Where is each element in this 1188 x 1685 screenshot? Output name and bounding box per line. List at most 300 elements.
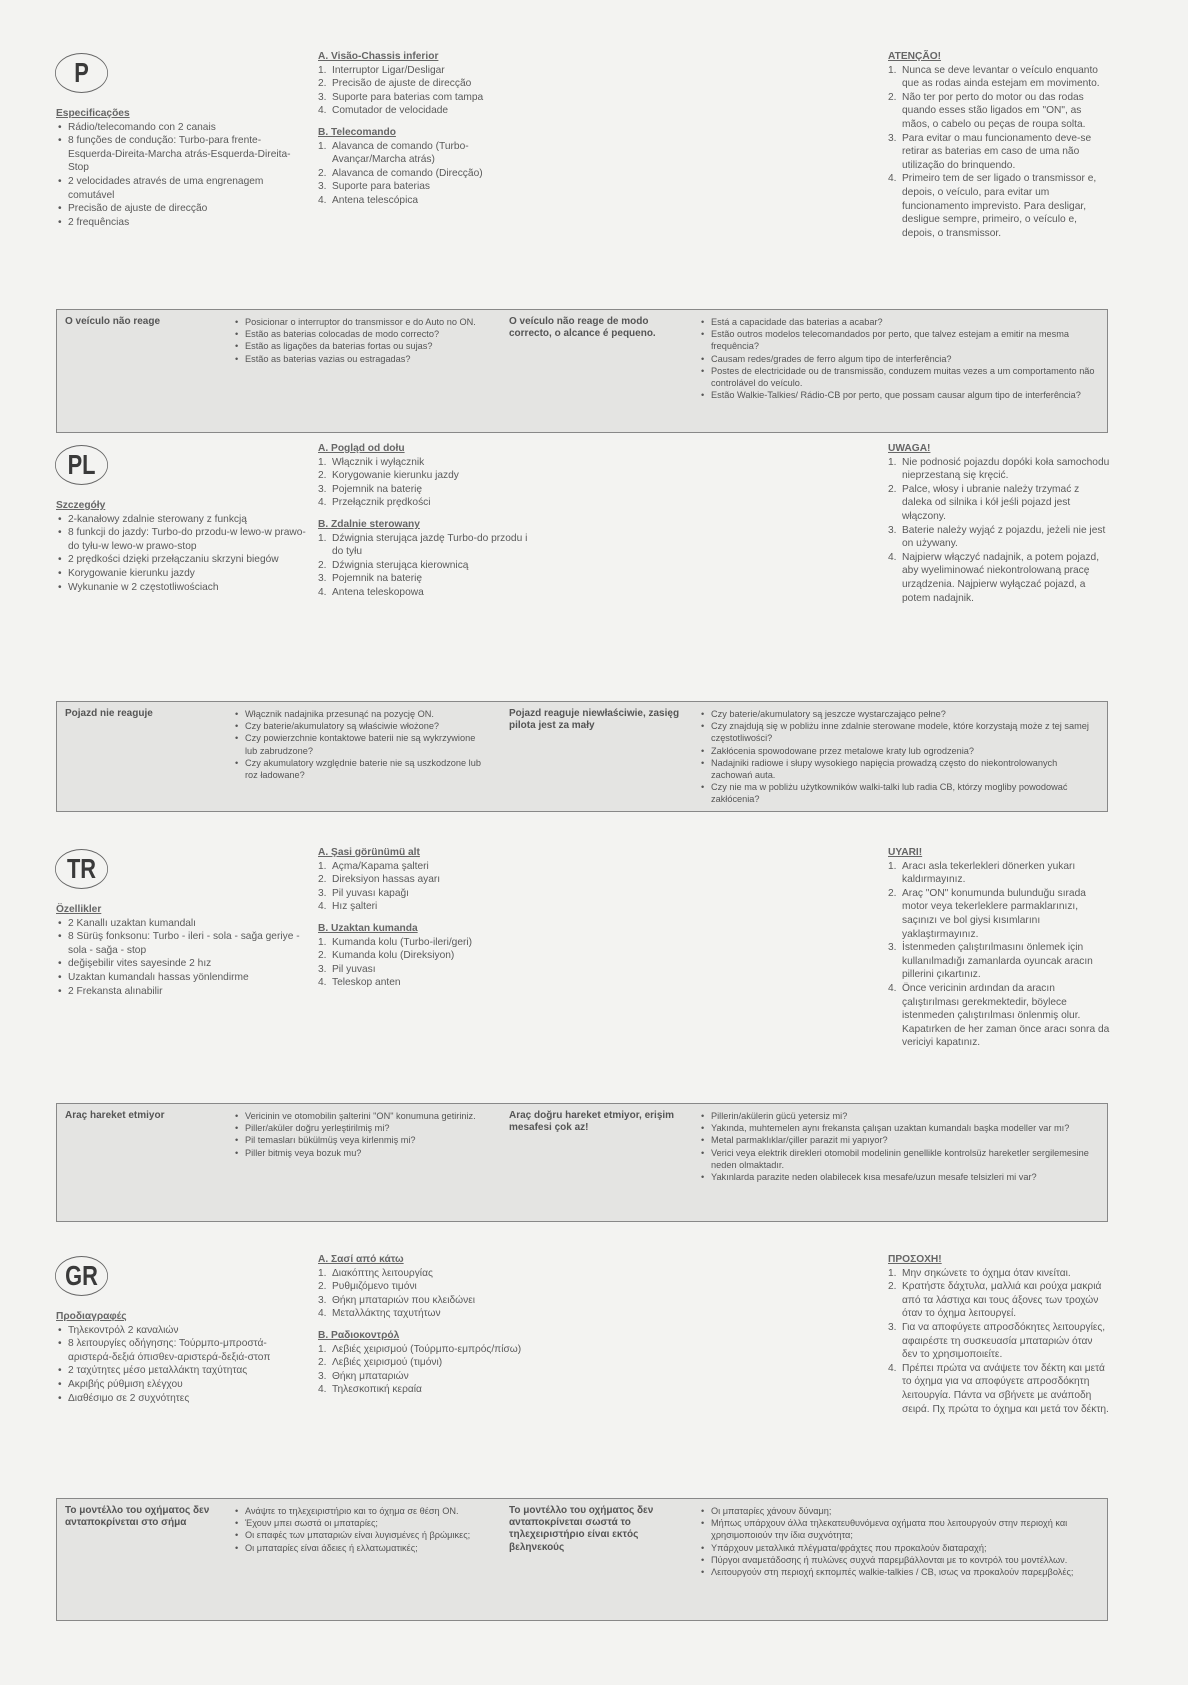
spec-item bbox=[56, 216, 306, 230]
chassis-part bbox=[318, 469, 533, 483]
check-item bbox=[235, 328, 490, 340]
language-badge: GR bbox=[55, 1256, 108, 1296]
check-item-text: • Λειτουργούν στη περιοχή εκπομπές walkie-talkies / CB, ισως να προκαλούν παρεμβολές; bbox=[711, 1567, 1074, 1578]
item-number: 2. bbox=[318, 78, 327, 90]
item-number: 4. bbox=[888, 173, 897, 185]
item-number: 3. bbox=[318, 963, 327, 975]
warning-item bbox=[888, 1362, 1110, 1416]
chassis-parts bbox=[318, 64, 533, 118]
warning bbox=[888, 846, 1110, 1050]
check-item-text: • Está a capacidade das baterias a acabar? bbox=[711, 317, 883, 327]
chassis-view-title: A. Şasi görünümü alt bbox=[318, 847, 420, 858]
warning-item-text: Não ter por perto do motor ou das rodas quando esses stão ligados em "ON", as mãos, o cabelo ou peças de roupa solta. bbox=[902, 91, 1086, 130]
remote-part-text: Pojemnik na baterię bbox=[332, 573, 423, 585]
chassis-part-text: Suporte para baterias com tampa bbox=[332, 91, 484, 103]
check-item bbox=[701, 1542, 1099, 1554]
warning-item bbox=[888, 1267, 1110, 1281]
item-number: 2. bbox=[318, 470, 327, 482]
check-item bbox=[235, 720, 490, 732]
check-item bbox=[701, 781, 1099, 805]
specifications bbox=[56, 499, 306, 594]
item-number: 4. bbox=[888, 551, 897, 563]
short-range-checks bbox=[701, 316, 1099, 401]
problem-short-range: O veículo não reage de modo correcto, o alcance é pequeno. bbox=[509, 316, 656, 340]
check-item-text: • Οι μπαταρίες είναι άδειες ή ελλατωματικές; bbox=[245, 1542, 418, 1553]
item-number: 1. bbox=[318, 860, 327, 872]
check-item-text: • Nadajniki radiowe i słupy wysokiego napięcia prowadzą często do niekontrolowanych zachowań auta. bbox=[711, 757, 1058, 781]
check-item bbox=[701, 1517, 1099, 1541]
remote-part-text: Antena teleskopowa bbox=[332, 586, 424, 598]
chassis-part-text: Açma/Kapama şalteri bbox=[332, 860, 429, 872]
short-range-checks bbox=[701, 1110, 1099, 1183]
specifications-title: Özellikler bbox=[56, 904, 102, 915]
warning-item bbox=[888, 941, 1110, 982]
check-item-text: • Metal parmaklıklar/çiller parazit mi yapıyor? bbox=[711, 1135, 888, 1146]
specifications-list bbox=[56, 917, 306, 999]
check-item bbox=[235, 1529, 490, 1541]
check-item bbox=[701, 1147, 1099, 1171]
spec-item bbox=[56, 581, 306, 595]
warning bbox=[888, 1253, 1110, 1416]
spec-item bbox=[56, 1337, 306, 1364]
warning-item bbox=[888, 860, 1110, 887]
spec-item bbox=[56, 553, 306, 567]
item-number: 1. bbox=[318, 1267, 327, 1279]
item-number: 3. bbox=[888, 1321, 897, 1333]
item-number: 1. bbox=[888, 1267, 897, 1279]
spec-item-text: • Korygowanie kierunku jazdy bbox=[68, 567, 195, 579]
warning-title: ΠΡΟΣΟΧΗ! bbox=[888, 1254, 942, 1265]
check-item-text: • Estão as baterias colocadas de modo correcto? bbox=[245, 329, 440, 340]
specifications-list bbox=[56, 1324, 306, 1406]
remote-part-text: Τηλεσκοπική κεραία bbox=[332, 1384, 422, 1396]
warning-item bbox=[888, 132, 1110, 173]
chassis-part-text: Hız şalteri bbox=[332, 901, 378, 913]
specifications-title: Szczegóły bbox=[56, 500, 106, 511]
warning-item-text: Για να αποφύγετε απροσδόκητες λειτουργίες, αφαιρέστε τη συσκευασία μπαταριών όταν δεν το χρησιμοποιείτε. bbox=[902, 1321, 1106, 1361]
remote-part bbox=[318, 180, 533, 194]
chassis-view-title: A. Σασί από κάτω bbox=[318, 1254, 404, 1265]
language-badge: P bbox=[55, 53, 108, 93]
chassis-part-text: Przełącznik prędkości bbox=[332, 497, 431, 509]
chassis-part bbox=[318, 1307, 533, 1321]
remote-control-title: B. Ραδιοκοντρόλ bbox=[318, 1329, 400, 1341]
spec-item-text: • Ακριβής ρύθμιση ελέγχου bbox=[68, 1378, 183, 1390]
troubleshooting-box bbox=[56, 1498, 1108, 1621]
item-number: 2. bbox=[318, 1281, 327, 1293]
item-number: 1. bbox=[318, 1343, 327, 1355]
item-number: 3. bbox=[888, 942, 897, 954]
warning-item bbox=[888, 64, 1110, 91]
spacer bbox=[318, 914, 533, 922]
remote-part bbox=[318, 1370, 533, 1384]
item-number: 1. bbox=[318, 456, 327, 468]
check-item bbox=[235, 1110, 490, 1122]
chassis-part bbox=[318, 887, 533, 901]
item-number: 4. bbox=[318, 105, 327, 117]
spec-item-text: • Wykunanie w 2 częstotliwościach bbox=[68, 581, 219, 593]
spec-item bbox=[56, 971, 306, 985]
spacer bbox=[318, 118, 533, 126]
problem-no-response: O veículo não reage bbox=[65, 316, 161, 327]
spec-item bbox=[56, 1324, 306, 1338]
chassis-part-text: Διακόπτης λειτουργίας bbox=[332, 1267, 433, 1279]
warning-title: UWAGA! bbox=[888, 443, 931, 454]
spec-item bbox=[56, 202, 306, 216]
item-number: 2. bbox=[888, 91, 897, 103]
check-item-text: • Vericinin ve otomobilin şalterini "ON" konumuna getiriniz. bbox=[245, 1111, 476, 1121]
warning-title: UYARI! bbox=[888, 847, 923, 858]
chassis-part-text: Włącznik i wyłącznik bbox=[332, 456, 425, 468]
check-item bbox=[701, 389, 1099, 401]
spec-item-text: • 8 funkcji do jazdy: Turbo-do przodu-w lewo-w prawo-do tyłu-w lewo-w prawo-stop bbox=[68, 527, 306, 552]
spec-item bbox=[56, 134, 306, 175]
item-number: 2. bbox=[318, 167, 327, 179]
specifications bbox=[56, 107, 306, 229]
spec-item-text: • 2 Frekansta alınabilir bbox=[68, 985, 163, 997]
spec-item-text: • Uzaktan kumandalı hassas yönlendirme bbox=[68, 971, 249, 983]
spec-item-text: • Rádio/telecomando con 2 canais bbox=[68, 121, 216, 133]
check-item-text: • Causam redes/grades de ferro algum tipo de interferência? bbox=[711, 353, 952, 364]
item-number: 2. bbox=[318, 559, 327, 571]
parts-list bbox=[318, 1253, 533, 1397]
check-item bbox=[701, 708, 1099, 720]
item-number: 3. bbox=[318, 91, 327, 103]
check-item-text: • Czy baterie/akumulatory są jeszcze wystarczająco pełne? bbox=[711, 709, 946, 719]
item-number: 4. bbox=[318, 194, 327, 206]
chassis-parts bbox=[318, 860, 533, 914]
warning-item bbox=[888, 1280, 1110, 1321]
check-item bbox=[701, 757, 1099, 781]
remote-part-text: Antena telescópica bbox=[332, 194, 419, 206]
item-number: 4. bbox=[318, 901, 327, 913]
item-number: 1. bbox=[318, 64, 327, 76]
item-number: 3. bbox=[318, 887, 327, 899]
check-item bbox=[235, 1517, 490, 1529]
warning-item-text: Μην σηκώνετε το όχημα όταν κινείται. bbox=[902, 1267, 1071, 1279]
check-item-text: • Piller bitmiş veya bozuk mu? bbox=[245, 1147, 362, 1158]
check-item-text: • Estão outros modelos telecomandados por perto, que talvez estejam a emitir na mesma frequência? bbox=[711, 329, 1069, 352]
item-number: 3. bbox=[318, 181, 327, 193]
item-number: 3. bbox=[318, 1294, 327, 1306]
remote-part-text: Pil yuvası bbox=[332, 963, 376, 975]
warning-item bbox=[888, 91, 1110, 132]
check-item-text: • Postes de electricidade ou de transmissão, conduzem muitas vezes a um comportamento não controlável do veículo. bbox=[711, 365, 1095, 389]
spec-item bbox=[56, 917, 306, 931]
check-item-text: • Υπάρχουν μεταλλικά πλέγματα/φράχτες που προκαλούν διαταραχή; bbox=[711, 1542, 987, 1553]
item-number: 4. bbox=[888, 1362, 897, 1374]
spec-item-text: • Τηλεκοντρόλ 2 καναλιών bbox=[68, 1324, 179, 1336]
warning-item-text: Nie podnosić pojazdu dopóki koła samochodu nieprzestaną się kręcić. bbox=[902, 456, 1110, 482]
remote-part bbox=[318, 976, 533, 990]
spec-item bbox=[56, 1364, 306, 1378]
remote-part bbox=[318, 1383, 533, 1397]
spec-item bbox=[56, 1392, 306, 1406]
item-number: 4. bbox=[318, 977, 327, 989]
chassis-part-text: Direksiyon hassas ayarı bbox=[332, 874, 441, 886]
warning-item bbox=[888, 887, 1110, 941]
remote-part bbox=[318, 1343, 533, 1357]
item-number: 1. bbox=[888, 64, 897, 76]
check-item bbox=[701, 1171, 1099, 1183]
short-range-checks bbox=[701, 1505, 1099, 1578]
warning bbox=[888, 50, 1110, 240]
warning-item-text: İstenmeden çalıştırılmasını önlemek için kullanılmadığı zamanlarda oyuncak aracın pillerini çıkartınız. bbox=[902, 942, 1093, 981]
warning-list bbox=[888, 860, 1110, 1050]
check-item bbox=[235, 757, 490, 781]
warning-item-text: Baterie należy wyjąć z pojazdu, jeżeli nie jest on używany. bbox=[902, 524, 1106, 550]
specifications-list bbox=[56, 513, 306, 595]
no-response-checks bbox=[235, 1110, 490, 1159]
check-item-text: • Pillerin/akülerin gücü yetersiz mi? bbox=[711, 1111, 848, 1121]
chassis-part-text: Comutador de velocidade bbox=[332, 105, 449, 117]
remote-part bbox=[318, 167, 533, 181]
spec-item bbox=[56, 957, 306, 971]
problem-short-range: Araç doğru hareket etmiyor, erişim mesafesi çok az! bbox=[509, 1110, 675, 1134]
check-item-text: • Czy baterie/akumulatory są właściwie włożone? bbox=[245, 721, 440, 732]
warning-list bbox=[888, 1267, 1110, 1417]
chassis-part bbox=[318, 456, 533, 470]
spec-item bbox=[56, 985, 306, 999]
specifications bbox=[56, 1310, 306, 1405]
remote-control-title: B. Zdalnie sterowany bbox=[318, 518, 420, 530]
chassis-part-text: Pil yuvası kapağı bbox=[332, 887, 410, 899]
check-item-text: • Czy nie ma w pobliżu użytkowników walki-talki lub radia CB, którzy mogliby powodować zakłócenia? bbox=[711, 782, 1068, 805]
item-number: 1. bbox=[318, 936, 327, 948]
remote-part bbox=[318, 963, 533, 977]
warning-item-text: Κρατήστε δάχτυλα, μαλλιά και ρούχα μακριά από τα λάστιχα και τους άξονες των τροχών όταν το όχημα λειτουργεί. bbox=[902, 1281, 1102, 1320]
parts-list bbox=[318, 846, 533, 990]
check-item bbox=[701, 1134, 1099, 1146]
chassis-parts bbox=[318, 456, 533, 510]
item-number: 3. bbox=[318, 1370, 327, 1382]
check-item-text: • Μήπως υπάρχουν άλλα τηλεκατευθυνόμενα οχήματα που λειτουργούν στην περιοχή και χρησιμοποιούν την ίδια συχνότητα; bbox=[711, 1518, 1068, 1541]
item-number: 1. bbox=[318, 140, 327, 152]
remote-part-text: Λεβιές χειρισμού (Τούρμπο-εμπρός/πίσω) bbox=[332, 1343, 522, 1355]
spec-item bbox=[56, 526, 306, 553]
check-item bbox=[701, 1554, 1099, 1566]
remote-part-text: Alavanca de comando (Direcção) bbox=[332, 167, 483, 179]
remote-part-text: Alavanca de comando (Turbo-Avançar/Marcha atrás) bbox=[332, 140, 469, 166]
spec-item bbox=[56, 567, 306, 581]
item-number: 3. bbox=[318, 573, 327, 585]
spec-item bbox=[56, 930, 306, 957]
check-item bbox=[235, 316, 490, 328]
specifications-list bbox=[56, 121, 306, 230]
remote-part-text: Kumanda kolu (Direksiyon) bbox=[332, 950, 455, 962]
spec-item-text: • değişebilir vites sayesinde 2 hız bbox=[68, 958, 212, 970]
specifications-title: Προδιαγραφές bbox=[56, 1311, 127, 1322]
chassis-part bbox=[318, 77, 533, 91]
remote-part-text: Dźwignia sterująca kierownicą bbox=[332, 559, 469, 571]
remote-part bbox=[318, 194, 533, 208]
chassis-part-text: Interruptor Ligar/Desligar bbox=[332, 64, 445, 76]
check-item-text: • Έχουν μπει σωστά οι μπαταρίες; bbox=[245, 1518, 378, 1529]
item-number: 3. bbox=[318, 483, 327, 495]
chassis-view-title: A. Visão-Chassis inferior bbox=[318, 51, 439, 62]
item-number: 4. bbox=[318, 497, 327, 509]
remote-part bbox=[318, 140, 533, 167]
remote-part bbox=[318, 936, 533, 950]
problem-short-range: Το μοντέλλο του οχήματος δεν ανταποκρίνεται σωστά το τηλεχειριστήριο είναι εκτός βεληνεκούς bbox=[509, 1505, 654, 1553]
remote-part bbox=[318, 572, 533, 586]
remote-part-text: Dźwignia sterująca jazdę Turbo-do przodu i do tyłu bbox=[332, 532, 528, 558]
chassis-part bbox=[318, 104, 533, 118]
remote-control-title: B. Uzaktan kumanda bbox=[318, 922, 418, 934]
remote-part bbox=[318, 949, 533, 963]
parts-list bbox=[318, 50, 533, 208]
troubleshooting-box bbox=[56, 1103, 1108, 1222]
check-item bbox=[701, 316, 1099, 328]
check-item bbox=[701, 720, 1099, 744]
warning-item bbox=[888, 982, 1110, 1050]
chassis-part bbox=[318, 900, 533, 914]
remote-part bbox=[318, 559, 533, 573]
check-item-text: • Yakınlarda parazite neden olabilecek kısa mesafe/uzun mesafe telsizleri mi var? bbox=[711, 1172, 1037, 1183]
check-item bbox=[701, 745, 1099, 757]
short-range-checks bbox=[701, 708, 1099, 806]
spec-item bbox=[56, 121, 306, 135]
warning-item bbox=[888, 456, 1110, 483]
spec-item-text: • 2 velocidades através de uma engrenagem comutável bbox=[68, 175, 264, 201]
spec-item-text: • 8 λειτουργίες οδήγησης: Τούρμπο-μπροστά-αριστερά-δεξιά όπισθεν-αριστερά-δεξιά-στοπ bbox=[68, 1338, 271, 1363]
warning-item-text: Aracı asla tekerlekleri dönerken yukarı kaldırmayınız. bbox=[902, 860, 1076, 886]
spec-item bbox=[56, 175, 306, 202]
language-badge: TR bbox=[55, 849, 108, 889]
check-item bbox=[235, 1505, 490, 1517]
check-item bbox=[701, 365, 1099, 389]
warning-item-text: Najpierw włączyć nadajnik, a potem pojazd, aby wyeliminować niekontrolowaną pracę urządzenia. Najpierw wyłączać pojazd, a potem nadajnik. bbox=[902, 551, 1100, 604]
spec-item-text: • 2 ταχύτητες μέσο μεταλλάκτη ταχύτητας bbox=[68, 1365, 248, 1377]
warning-item bbox=[888, 172, 1110, 240]
check-item-text: • Yakında, muhtemelen aynı frekansta çalışan uzaktan kumandalı başka modeller var mı? bbox=[711, 1123, 1070, 1134]
item-number: 3. bbox=[888, 524, 897, 536]
check-item-text: • Czy akumulatory względnie baterie nie są uszkodzone lub roz ładowane? bbox=[245, 757, 481, 781]
check-item bbox=[235, 1147, 490, 1159]
check-item bbox=[701, 328, 1099, 352]
troubleshooting-box bbox=[56, 701, 1108, 812]
check-item-text: • Verici veya elektrik direkleri otomobil modelinin genellikle kontrolsüz hareketler sergilemesine neden olmaktadır. bbox=[711, 1147, 1089, 1170]
chassis-part bbox=[318, 91, 533, 105]
item-number: 2. bbox=[318, 874, 327, 886]
language-badge: PL bbox=[55, 445, 108, 485]
troubleshooting-box bbox=[56, 309, 1108, 433]
chassis-part bbox=[318, 860, 533, 874]
check-item bbox=[701, 1110, 1099, 1122]
chassis-part bbox=[318, 483, 533, 497]
warning-item bbox=[888, 1321, 1110, 1362]
remote-parts bbox=[318, 936, 533, 990]
check-item bbox=[235, 1122, 490, 1134]
spec-item-text: • 8 Sürüş fonksonu: Turbo - ileri - sola - sağa geriye - sola - sağa - stop bbox=[68, 931, 300, 956]
spacer bbox=[318, 1321, 533, 1329]
no-response-checks bbox=[235, 316, 490, 365]
item-number: 4. bbox=[318, 586, 327, 598]
spec-item bbox=[56, 1378, 306, 1392]
check-item bbox=[701, 353, 1099, 365]
chassis-parts bbox=[318, 1267, 533, 1321]
chassis-part-text: Θήκη μπαταριών που κλειδώνει bbox=[332, 1294, 475, 1306]
check-item-text: • Włącznik nadajnika przesunąć na pozycję ON. bbox=[245, 709, 434, 719]
remote-part bbox=[318, 532, 533, 559]
check-item-text: • Οι επαφές των μπαταριών είναι λυγισμένες ή βρώμικες; bbox=[245, 1530, 471, 1541]
chassis-view-title: A. Pogląd od dołu bbox=[318, 443, 405, 454]
item-number: 2. bbox=[888, 887, 897, 899]
warning-item bbox=[888, 524, 1110, 551]
check-item bbox=[235, 340, 490, 352]
spec-item-text: • 2 prędkości dzięki przełączaniu skrzyni biegów bbox=[68, 554, 279, 566]
chassis-part-text: Ρυθμιζόμενο τιμόνι bbox=[332, 1281, 417, 1293]
remote-parts bbox=[318, 140, 533, 208]
chassis-part bbox=[318, 1294, 533, 1308]
remote-part-text: Θήκη μπαταριών bbox=[332, 1370, 409, 1382]
check-item bbox=[235, 708, 490, 720]
check-item-text: • Estão as baterias vazias ou estragadas? bbox=[245, 353, 411, 364]
check-item-text: • Pil temasları bükülmüş veya kirlenmiş mi? bbox=[245, 1135, 416, 1146]
specifications bbox=[56, 903, 306, 998]
chassis-part-text: Precisão de ajuste de direcção bbox=[332, 78, 472, 90]
warning-item bbox=[888, 483, 1110, 524]
remote-parts bbox=[318, 532, 533, 600]
warning-list bbox=[888, 456, 1110, 606]
check-item-text: • Czy znajdują się w pobliżu inne zdalnie sterowane modele, które korzystają może z tej samej częstotliwości? bbox=[711, 721, 1089, 744]
check-item bbox=[701, 1122, 1099, 1134]
item-number: 4. bbox=[318, 1308, 327, 1320]
item-number: 1. bbox=[318, 532, 327, 544]
warning-item-text: Para evitar o mau funcionamento deve-se retirar as baterias em caso de uma não utilização do brinquendo. bbox=[902, 132, 1092, 171]
warning-item-text: Primeiro tem de ser ligado o transmissor e, depois, o veículo, para evitar um funcionamento imprevisto. Para desligar, desligue sempre, primeiro, o veículo e, depois, o transmissor. bbox=[902, 173, 1097, 239]
check-item-text: • Estão as ligações da baterias fortas ou sujas? bbox=[245, 341, 433, 352]
check-item-text: • Ανάψτε το τηλεχειριστήριο και το όχημα σε θέση ON. bbox=[245, 1506, 459, 1516]
chassis-part bbox=[318, 873, 533, 887]
parts-list bbox=[318, 442, 533, 600]
no-response-checks bbox=[235, 1505, 490, 1554]
chassis-part bbox=[318, 1280, 533, 1294]
warning-item-text: Palce, włosy i ubranie należy trzymać z daleka od silnika i kół jeśli pojazd jest włączony. bbox=[902, 483, 1080, 522]
remote-part bbox=[318, 1356, 533, 1370]
chassis-part bbox=[318, 1267, 533, 1281]
warning-title: ATENÇÃO! bbox=[888, 51, 942, 62]
warning bbox=[888, 442, 1110, 605]
item-number: 2. bbox=[888, 1281, 897, 1293]
spec-item-text: • 2 Kanallı uzaktan kumandalı bbox=[68, 917, 196, 929]
remote-part-text: Λεβιές χειρισμού (τιμόνι) bbox=[332, 1357, 443, 1369]
item-number: 2. bbox=[888, 483, 897, 495]
remote-part-text: Teleskop anten bbox=[332, 977, 401, 989]
chassis-part-text: Korygowanie kierunku jazdy bbox=[332, 470, 459, 482]
warning-item-text: Nunca se deve levantar o veículo enquanto que as rodas ainda estejam em movimento. bbox=[902, 64, 1100, 90]
no-response-checks bbox=[235, 708, 490, 781]
specifications-title: Especificações bbox=[56, 108, 130, 119]
spec-item-text: • 2 frequências bbox=[68, 216, 130, 228]
spec-item-text: • 8 funções de condução: Turbo-para frente-Esquerda-Direita-Marcha atrás-Esquerda-Direita-Stop bbox=[68, 135, 291, 174]
check-item-text: • Piller/aküler doğru yerleştirilmiş mi? bbox=[245, 1123, 390, 1134]
warning-item-text: Araç "ON" konumunda bulunduğu sırada motor veya tekerleklere parmaklarınızı, saçınızı ve bol giysi kısımlarını yaklaştırmayınız. bbox=[902, 887, 1086, 940]
chassis-part bbox=[318, 496, 533, 510]
remote-part bbox=[318, 586, 533, 600]
warning-item-text: Önce vericinin ardından da aracın çalıştırılması gerekmektedir, böylece istenmeden çalıştırılması önlenmiş olur. Kapatırken de her zaman önce aracı sonra da vericiyi kapatınız. bbox=[902, 982, 1110, 1049]
problem-no-response: Araç hareket etmiyor bbox=[65, 1110, 165, 1121]
problem-short-range: Pojazd reaguje niewłaściwie, zasięg pilota jest za mały bbox=[509, 708, 680, 732]
check-item bbox=[701, 1566, 1099, 1578]
check-item-text: • Estão Walkie-Talkies/ Rádio-CB por perto, que possam causar algum tipo de interferência? bbox=[711, 390, 1081, 401]
check-item-text: • Posicionar o interruptor do transmissor e do Auto no ON. bbox=[245, 317, 476, 327]
spec-item bbox=[56, 513, 306, 527]
warning-item bbox=[888, 551, 1110, 605]
item-number: 1. bbox=[888, 860, 897, 872]
spec-item-text: • Precisão de ajuste de direcção bbox=[68, 203, 208, 215]
warning-item-text: Πρέπει πρώτα να ανάψετε τον δέκτη και μετά το όχημα για να αποφύγετε απροσδόκητη λειτουργία. Πάντα να σβήνετε με ανάποδη σειρά. Πχ πρώτα το όχημα και μετά τον δέκτη. bbox=[902, 1362, 1109, 1415]
